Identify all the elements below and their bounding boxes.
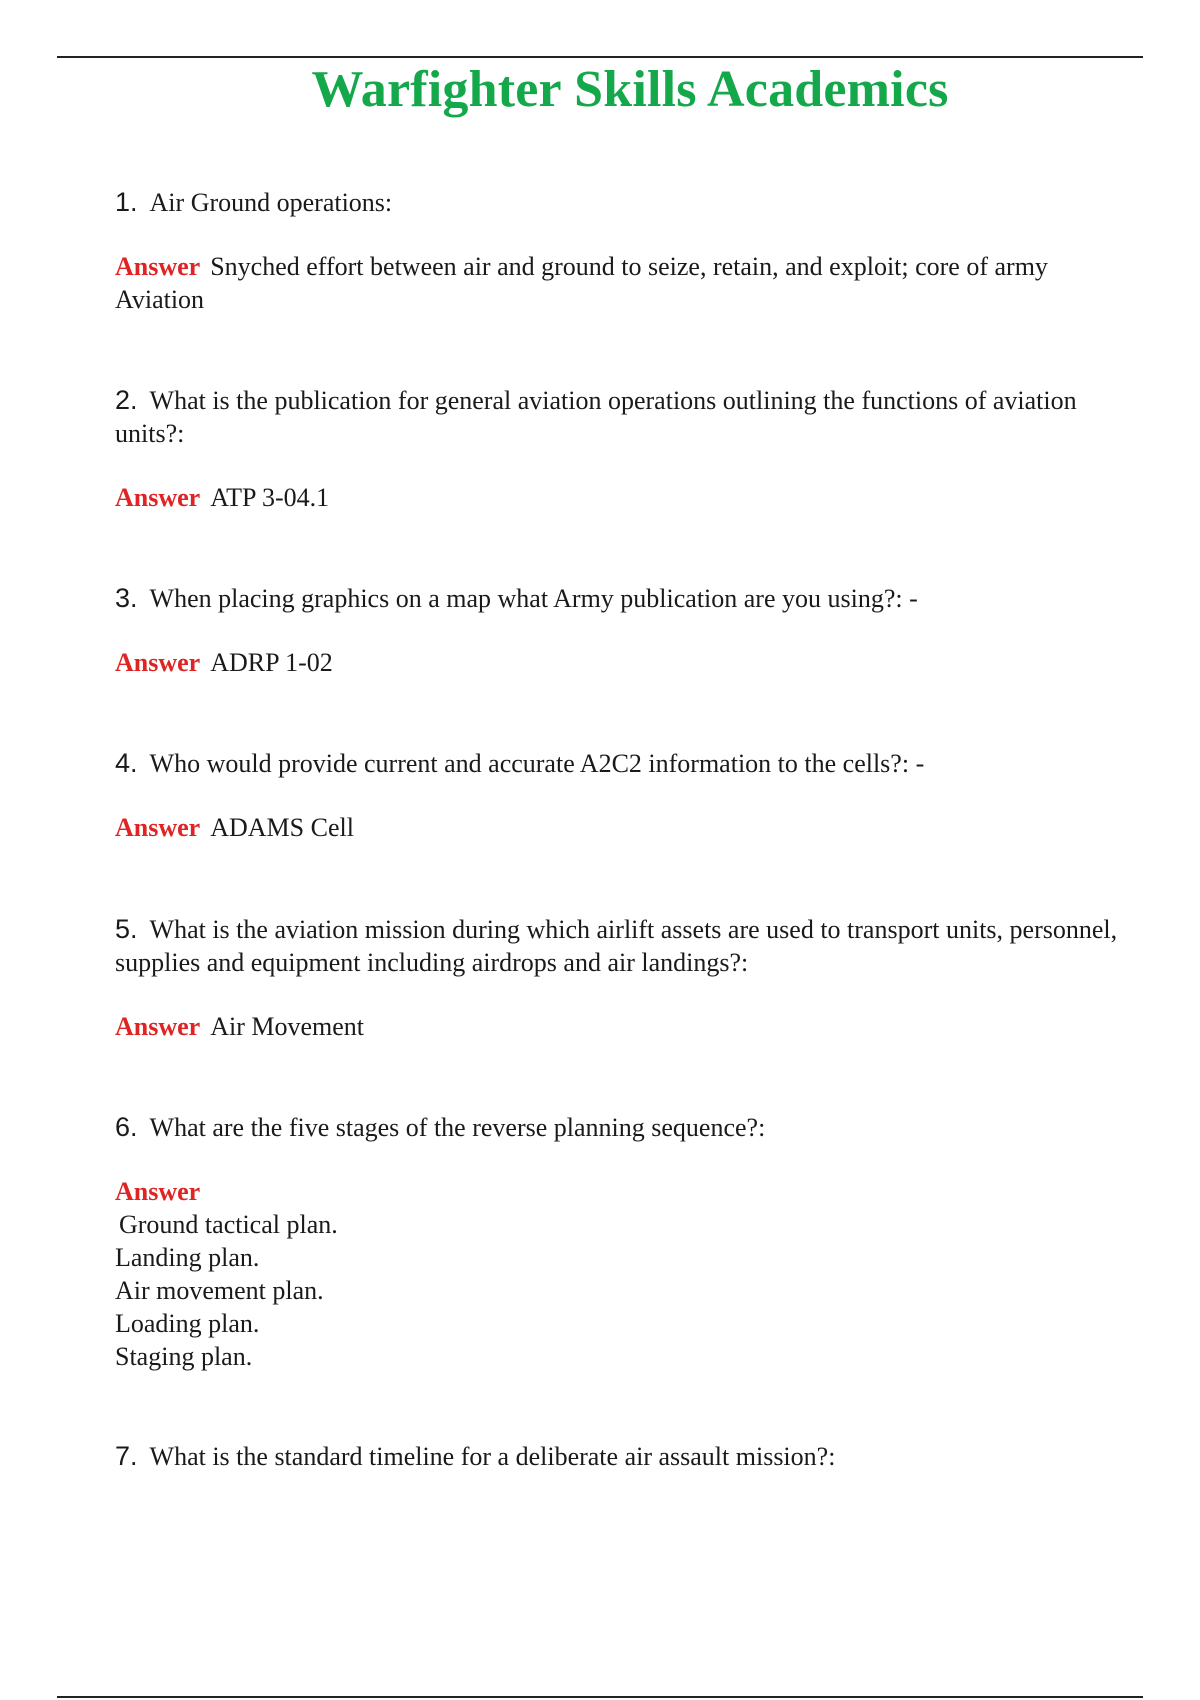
question-number: 4. bbox=[115, 748, 138, 778]
answer-label: Answer bbox=[115, 252, 201, 281]
answer-5 bbox=[115, 1010, 1125, 1043]
question-text: What is the publication for general aviation operations outlining the functions of aviation units?: bbox=[115, 386, 1077, 448]
answer-line: Staging plan. bbox=[115, 1342, 253, 1371]
answer-2 bbox=[115, 481, 1125, 514]
answer-line: Air movement plan. bbox=[115, 1276, 324, 1305]
answer-3 bbox=[115, 646, 1125, 679]
question-1 bbox=[115, 186, 1125, 219]
question-text: Air Ground operations: bbox=[149, 188, 393, 217]
answer-text: ADRP 1-02 bbox=[210, 648, 333, 677]
answer-text: Air Movement bbox=[210, 1012, 365, 1041]
qa-item-2 bbox=[115, 384, 1125, 514]
question-text: What is the aviation mission during which airlift assets are used to transport units, personnel, supplies and equipment including airdrops and air landings?: bbox=[115, 915, 1118, 977]
answer-1 bbox=[115, 250, 1125, 316]
question-2 bbox=[115, 384, 1125, 450]
answer-4 bbox=[115, 811, 1125, 844]
question-3 bbox=[115, 582, 1125, 615]
question-text: Who would provide current and accurate A2C2 information to the cells?: - bbox=[149, 749, 925, 778]
question-6 bbox=[115, 1111, 1125, 1144]
question-text: What is the standard timeline for a deliberate air assault mission?: bbox=[149, 1442, 836, 1471]
document-title: Warfighter Skills Academics bbox=[311, 61, 949, 118]
question-4 bbox=[115, 747, 1125, 780]
answer-label: Answer bbox=[115, 813, 201, 842]
qa-item-1 bbox=[115, 186, 1125, 316]
question-number: 1. bbox=[115, 187, 138, 217]
question-number: 2. bbox=[115, 385, 138, 415]
question-number: 7. bbox=[115, 1441, 138, 1471]
answer-line: Landing plan. bbox=[115, 1243, 260, 1272]
question-number: 5. bbox=[115, 914, 138, 944]
answer-label: Answer bbox=[115, 1177, 201, 1206]
bottom-rule bbox=[57, 1696, 1143, 1698]
qa-item-6 bbox=[115, 1111, 1125, 1373]
answer-label: Answer bbox=[115, 483, 201, 512]
qa-item-5 bbox=[115, 913, 1125, 1043]
question-5 bbox=[115, 913, 1125, 979]
question-7 bbox=[115, 1440, 1125, 1473]
question-text: What are the five stages of the reverse planning sequence?: bbox=[149, 1113, 766, 1142]
qa-item-4 bbox=[115, 747, 1125, 844]
answer-6 bbox=[115, 1175, 1125, 1208]
answer-text: Snyched effort between air and ground to seize, retain, and exploit; core of army Aviation bbox=[115, 252, 1048, 314]
qa-item-3 bbox=[115, 582, 1125, 679]
question-text: When placing graphics on a map what Army publication are you using?: - bbox=[149, 584, 918, 613]
answer-text: ADAMS Cell bbox=[210, 813, 354, 842]
answer-6-list bbox=[115, 1208, 1125, 1373]
answer-text: ATP 3-04.1 bbox=[210, 483, 330, 512]
question-number: 6. bbox=[115, 1112, 138, 1142]
question-number: 3. bbox=[115, 583, 138, 613]
answer-label: Answer bbox=[115, 648, 201, 677]
answer-line: Loading plan. bbox=[115, 1309, 260, 1338]
qa-item-7 bbox=[115, 1440, 1125, 1473]
answer-label: Answer bbox=[115, 1012, 201, 1041]
answer-line: Ground tactical plan. bbox=[119, 1210, 338, 1239]
